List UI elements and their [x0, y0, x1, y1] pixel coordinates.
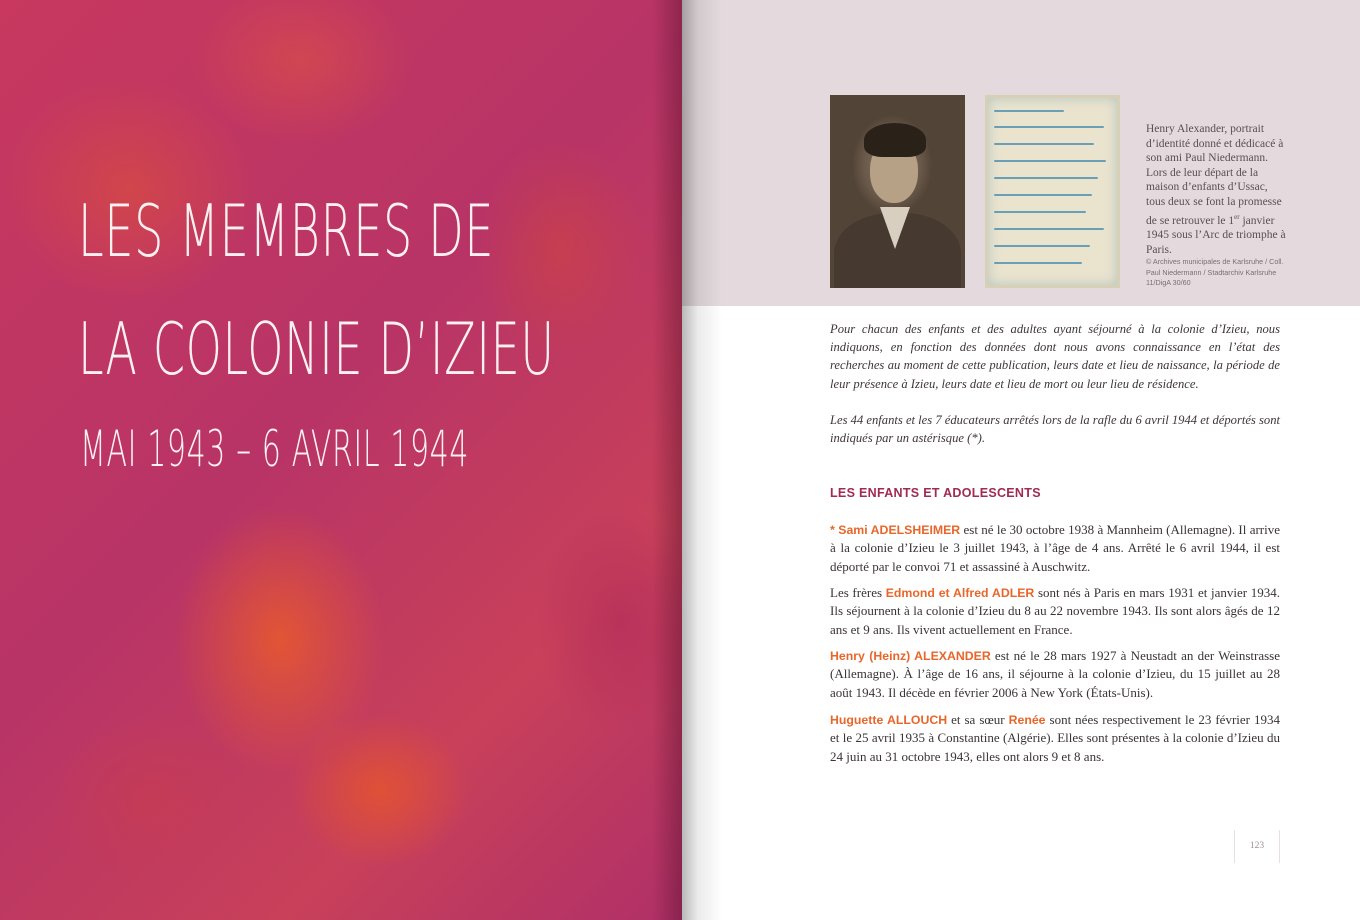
photo-caption — [1146, 122, 1286, 257]
gutter-shadow-right — [682, 0, 722, 920]
entry-text: sont nées respectivement le 23 février 1934 et le 25 avril 1935 à Constantine (Algérie). Elles sont présentes à la colonie d’Izieu du 24 juin au 31 octobre 1943, elles ont alors 9 et 8 ans. — [830, 712, 1280, 764]
chapter-title — [78, 172, 555, 408]
gutter-shadow — [652, 0, 682, 920]
entry-text: est né le 30 octobre 1938 à Mannheim (Allemagne). Il arrive à la colonie d’Izieu le 3 juillet 1943, à l’âge de 4 ans. Arrêté le 6 avril 1944, il est déporté par le convoi 71 et assassiné à Auschwitz. — [830, 522, 1280, 574]
handwritten-dedication-photo — [985, 95, 1120, 288]
chapter-subtitle-dates: MAI 1943 – 6 AVRIL 1944 — [80, 420, 470, 478]
entry-name: * Sami ADELSHEIMER — [830, 523, 961, 537]
page-number: 123 — [1234, 830, 1280, 863]
entry-text: sont nés à Paris en mars 1931 et janvier 1934. Ils séjournent à la colonie d’Izieu du 8 au 22 novembre 1943. Ils sont alors âgés de 12 ans et 9 ans. Ils vivent actuellement en France. — [830, 585, 1280, 637]
caption-text: Henry Alexander, portrait d’identité donné et dédicacé à son ami Paul Niedermann. Lors de leur départ de la maison d’enfants d’Ussac, tous deux se font la promesse de se retrouver le 1 — [1146, 123, 1284, 227]
entry-name-2: Renée — [1008, 713, 1046, 727]
entry-prefix: Les frères — [830, 585, 886, 600]
entry-middle-text: et sa sœur — [947, 712, 1009, 727]
section-heading: LES ENFANTS ET ADOLESCENTS — [830, 486, 1041, 500]
chapter-title-line-1: LES MEMBRES DE — [78, 189, 495, 273]
entry-alexander — [830, 647, 1280, 702]
entry-name: Huguette ALLOUCH — [830, 713, 948, 727]
chapter-title-line-2: LA COLONIE D’IZIEU — [78, 307, 555, 391]
portrait-photo — [830, 95, 965, 288]
caption-superscript: er — [1234, 212, 1240, 221]
entry-name: Edmond et Alfred ADLER — [885, 586, 1035, 600]
photo-credit: © Archives municipales de Karlsruhe / Coll. Paul Niedermann / Stadtarchiv Karlsruhe 11/DigA 30/60 — [1146, 257, 1284, 287]
caption-text-end: janvier 1945 sous l’Arc de triomphe à Paris. — [1146, 214, 1286, 256]
intro-paragraph-2: Les 44 enfants et les 7 éducateurs arrêtés lors de la rafle du 6 avril 1944 et déportés sont indiqués par un astérisque (*). — [830, 413, 1280, 446]
right-page — [682, 0, 1360, 920]
entry-name: Henry (Heinz) ALEXANDER — [830, 649, 991, 663]
entry-adler — [830, 584, 1280, 639]
entry-text: est né le 28 mars 1927 à Neustadt an der Weinstrasse (Allemagne). À l’âge de 16 ans, il séjourne à la colonie d’Izieu, du 15 juillet au 28 août 1943. Il décède en février 2006 à New York (États-Unis). — [830, 648, 1280, 700]
entry-allouch — [830, 711, 1280, 766]
intro-paragraph-1: Pour chacun des enfants et des adultes ayant séjourné à la colonie d’Izieu, nous indiquons, en fonction des données dont nous avons connaissance en l’état des recherches au moment de cette publication, leurs date et lieu de naissance, la période de leur présence à Izieu, leurs date et lieu de mort ou leur lieu de résidence. — [830, 322, 1280, 391]
entry-adelsheimer — [830, 521, 1280, 576]
